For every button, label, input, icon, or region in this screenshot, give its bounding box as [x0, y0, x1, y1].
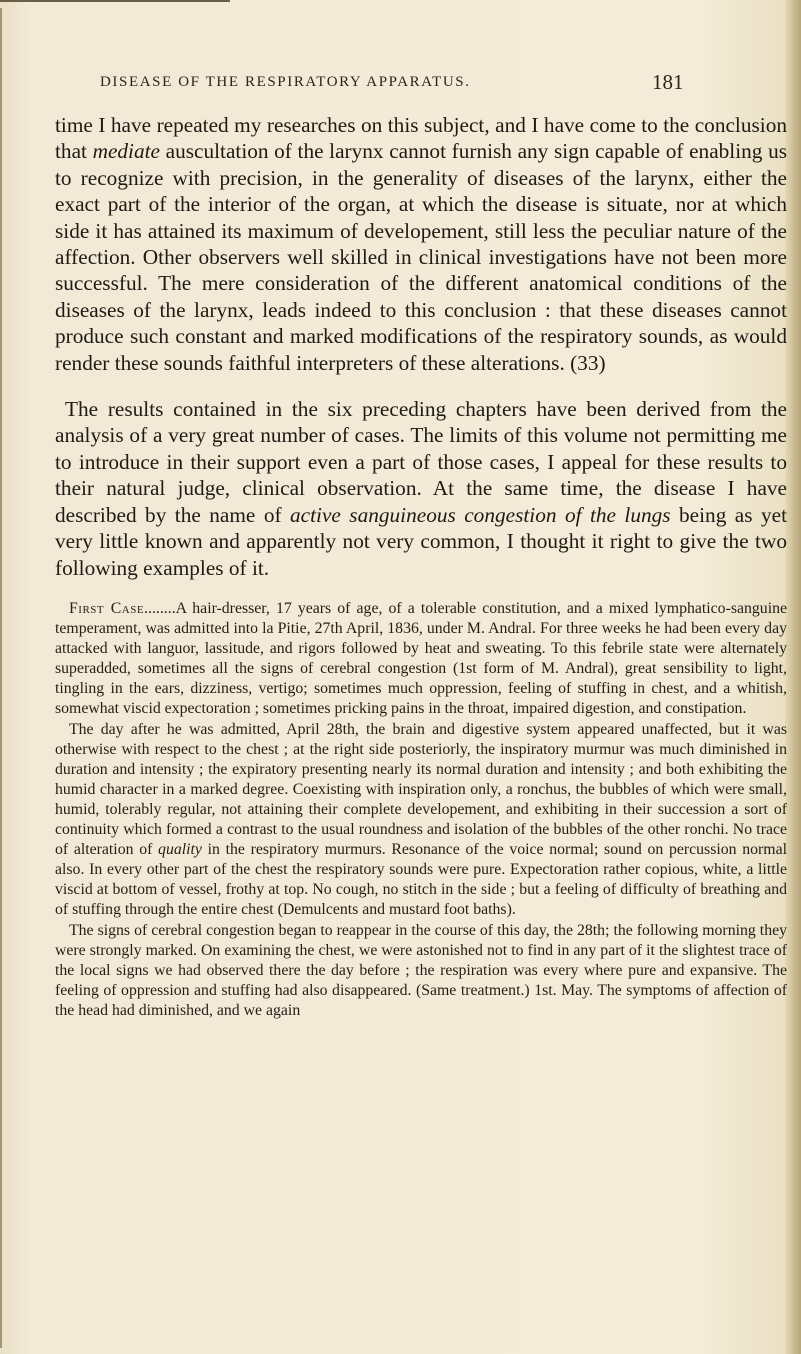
page-border-left	[0, 8, 2, 1348]
running-head	[100, 70, 780, 98]
case-leader: ........	[144, 600, 176, 617]
main-text	[55, 112, 787, 581]
page-border-top	[0, 0, 230, 10]
page-edge	[785, 0, 801, 1354]
case-paragraph-1: First Case........A hair-dresser, 17 years of age, of a tolerable constitution, and a mixed lymphatico-sanguine temperament, was admitted into la Pitie, 27th April, 1836, under M. Andral. For three weeks he had been every day attacked with languor, lassitude, and rigors followed by heat and sweating. To this febrile state were alternately superadded, sometimes all the signs of cerebral congestion (1st form of M. Andral), great sensibility to light, tingling in the ears, dizziness, vertigo; sometimes much oppression, feeling of stuffing in chest, and a whitish, somewhat viscid expectoration ; sometimes pricking pains in the throat, impaired digestion, and constipation.	[55, 600, 787, 718]
case-paragraph-2: The day after he was admitted, April 28th, the brain and digestive system appeared unaffected, but it was otherwise with respect to the chest ; at the right side posteriorly, the inspiratory murmur was much diminished in duration and intensity ; the expiratory presenting nearly its normal duration and intensity ; and both exhibiting the humid character in a marked degree. Coexisting with inspiration only, a ronchus, the bubbles of which were small, humid, tolerably regular, not attaining their complete developement, and exhibiting in their succession a sort of continuity which formed a contrast to the usual roundness and isolation of the bubbles of the other ronchi. No trace of alteration of quality in the respiratory murmurs. Resonance of the voice normal; sound on percussion normal also. In every other part of the chest the respiratory sounds were pure. Expectoration rather copious, white, a little viscid at bottom of vessel, frothy at top. No cough, no stitch in the side ; but a feeling of difficulty of breathing and of stuffing through the entire chest (Demulcents and mustard foot baths).	[55, 720, 787, 919]
case-report	[55, 599, 787, 1021]
case-label: First Case	[69, 600, 145, 617]
running-title: DISEASE OF THE RESPIRATORY APPARATUS.	[100, 74, 471, 90]
case-paragraph-3: The signs of cerebral congestion began to reappear in the course of this day, the 28th; the following morning they were strongly marked. On examining the chest, we were astonished not to find in any part of it the slightest trace of the local signs we had observed there the day before ; the respiration was every where pure and expansive. The feeling of oppression and stuffing had also disappeared. (Same treatment.) 1st. May. The symptoms of affection of the head had diminished, and we again	[55, 921, 787, 1019]
page-number: 181	[652, 70, 684, 94]
paragraph-2: The results contained in the six preceding chapters have been derived from the analysis of a very great number of cases. The limits of this volume not permitting me to introduce in their support even a part of those cases, I appeal for these results to their natural judge, clinical observation. At the same time, the disease I have described by the name of active sanguineous congestion of the lungs being as yet very little known and apparently not very common, I thought it right to give the two following examples of it.	[55, 397, 787, 580]
paragraph-1: time I have repeated my researches on this subject, and I have come to the conclusion that mediate auscultation of the larynx cannot furnish any sign capable of enabling us to recognize with precision, in the generality of diseases of the larynx, either the exact part of the interior of the organ, at which the disease is situate, nor at which side it has attained its maximum of developement, still less the peculiar nature of the affection. Other observers well skilled in clinical investigations have not been more successful. The mere consideration of the different anatomical conditions of the diseases of the larynx, leads indeed to this conclusion : that these diseases cannot produce such constant and marked modifications of the respiratory sounds, as would render these sounds faithful interpreters of these alterations. (33)	[55, 113, 787, 375]
